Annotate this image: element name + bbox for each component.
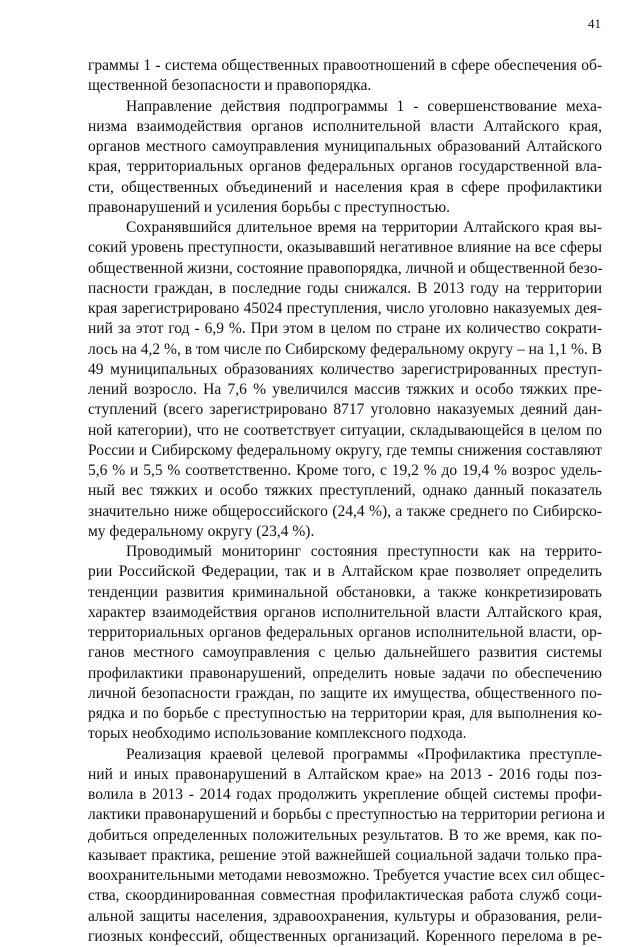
text-line: 5,6 % и 5,5 % соответственно. Кроме того, с 19,2 % до 19,4 % возрос удель- (88, 462, 602, 479)
text-line: альной защиты населения, здравоохранения, культуры и образования, рели- (88, 907, 602, 925)
text-line: волила в 2013 - 2014 годах продолжить укрепление общей системы профи- (88, 786, 602, 803)
text-line: личной безопасности граждан, по защите их имущества, общественного по- (88, 684, 602, 702)
text-line: гиозных конфессий, общественных организаций. Коренного перелома в ре- (88, 927, 602, 945)
text-line: лось на 4,2 %, в том числе по Сибирскому федеральному округу – на 1,1 %. В (88, 340, 602, 358)
text-line: края зарегистрировано 45024 преступления, число уголовно наказуемых дея- (88, 300, 602, 317)
text-line: лактики правонарушений и борьбы с преступностью на территории региона и (88, 806, 606, 824)
text-line: Реализация краевой целевой программы «Профилактика преступле- (126, 745, 602, 763)
text-line: ступлений (всего зарегистрировано 8717 уголовно наказуемых деяний дан- (88, 401, 602, 419)
text-line: щественной безопасности и правопорядка. (88, 77, 372, 95)
text-line: органов местного самоуправления муниципальных образований Алтайского (88, 138, 602, 155)
text-line: ства, скоординированная совместная профилактическая работа служб соци- (88, 887, 602, 905)
text-line: профилактики правонарушений, определить новые задачи по обеспечению (88, 664, 602, 682)
page-number: 41 (588, 16, 601, 31)
text-line: тенденции развития криминальной обстановки, а также конкретизировать (88, 583, 602, 601)
text-line: значительно ниже общероссийского (24,4 %), а также среднего по Сибирско- (88, 502, 602, 520)
text-line: торых необходимо использование комплексного подхода. (88, 725, 467, 743)
text-line: характер взаимодействия органов исполнительной власти Алтайского края, (88, 603, 602, 621)
text-line: Направление действия подпрограммы 1 - совершенствование меха- (126, 97, 602, 115)
text-line: территориальных органов федеральных органов исполнительной власти, ор- (88, 624, 602, 641)
text-line: общественной жизни, состояние правопорядка, личной и общественной безо- (88, 259, 603, 277)
text-line: воохранительными методами невозможно. Требуется участие всех сил общес- (88, 867, 605, 884)
text-line: ной категории), что не соответствует ситуации, складывающейся в целом по (88, 421, 602, 439)
text-line: 49 муниципальных образованиях количество зарегистрированных преступ- (88, 360, 602, 378)
text-line: рядка и по борьбе с преступностью на территории края, для выполнения ко- (88, 705, 602, 722)
text-line: ный вес тяжких и особо тяжких преступлений, однако данный показатель (88, 482, 602, 500)
text-line: му федеральному округу (23,4 %). (88, 522, 315, 540)
text-line: края, территориальных органов федеральных органов государственной вла- (88, 158, 602, 176)
text-line: правонарушений и усиления борьбы с преступностью. (88, 198, 451, 216)
text-line: ганов местного самоуправления с целью дальнейшего развития системы (88, 644, 602, 662)
text-line: Проводимый мониторинг состояния преступности как на террито- (126, 543, 602, 560)
text-line: добиться определенных положительных результатов. В то же время, как по- (88, 826, 602, 844)
text-line: ний за этот год - 6,9 %. При этом в целом по стране их количество сократи- (88, 320, 602, 338)
text-line: граммы 1 - система общественных правоотношений в сфере обеспечения об- (88, 57, 602, 74)
text-line: ний и иных правонарушений в Алтайском крае» на 2013 - 2016 годы поз- (88, 765, 602, 783)
body-text (88, 56, 606, 947)
text-line: низма взаимодействия органов исполнительной власти Алтайского края, (88, 117, 602, 135)
text-line: России и Сибирскому федеральному округу, где темпы снижения составляют (88, 441, 602, 459)
text-line: сти, общественных объединений и населения края в сфере профилактики (88, 178, 602, 196)
text-line: рии Российской Федерации, так и в Алтайском крае позволяет определить (88, 563, 602, 581)
text-line: лений возросло. На 7,6 % увеличился массив тяжких и особо тяжких пре- (88, 381, 602, 398)
text-line: сокий уровень преступности, оказывавший негативное влияние на все сферы (88, 239, 602, 257)
text-line: казывает практика, решение этой важнейшей социальной задачи только пра- (88, 846, 602, 864)
text-line: Сохранявшийся длительное время на территории Алтайского края вы- (126, 219, 602, 236)
text-line: пасности граждан, в последние годы снижался. В 2013 году на территории (88, 279, 602, 297)
